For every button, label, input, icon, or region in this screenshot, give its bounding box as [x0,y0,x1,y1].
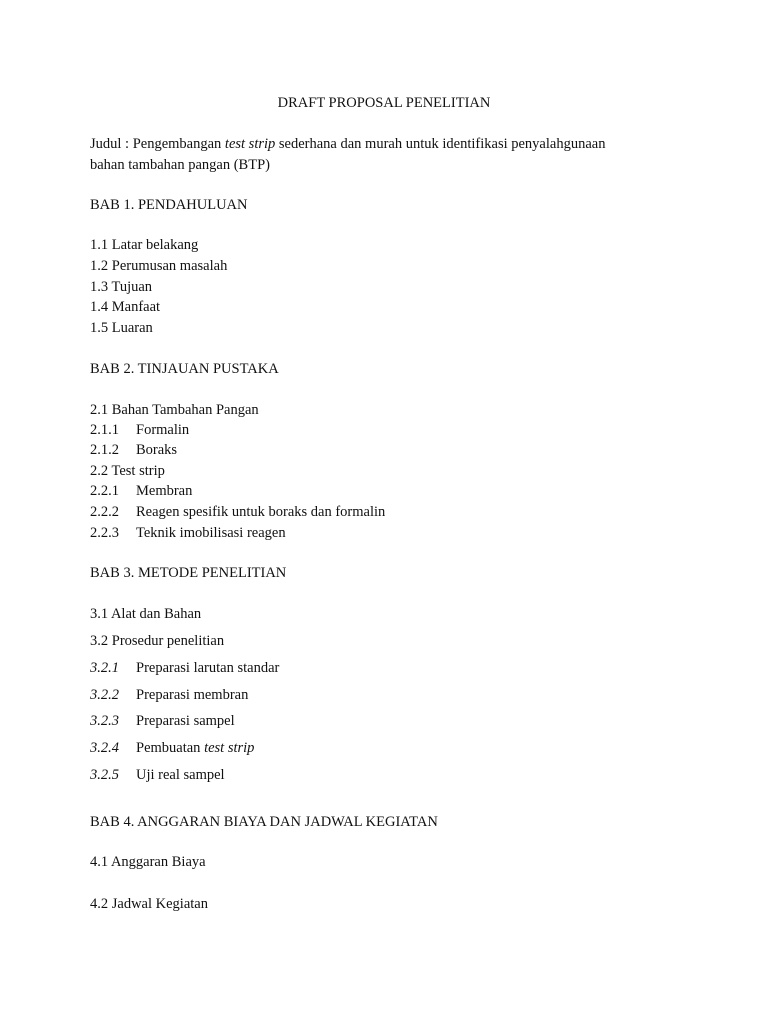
bab1-heading: BAB 1. PENDAHULUAN [90,197,248,213]
page-title: DRAFT PROPOSAL PENELITIAN [277,95,491,111]
bab3-subitem [90,659,279,677]
bab4-heading: BAB 4. ANGGARAN BIAYA DAN JADWAL KEGIATAN [90,814,438,830]
bab3-item: 3.2 Prosedur penelitian [90,633,225,649]
subitem-number: 3.2.2 [90,687,119,703]
bab3-subitem [90,739,254,757]
subitem-number: 2.2.1 [90,483,119,499]
subitem-text: Boraks [136,442,178,458]
bab2-item: 2.2 Test strip [90,463,165,479]
subitem-number: 3.2.1 [90,660,119,676]
subitem-number: 3.2.5 [90,767,119,783]
bab1-item: 1.4 Manfaat [90,299,161,315]
bab3-heading: BAB 3. METODE PENELITIAN [90,565,287,581]
bab3-subitem [90,766,225,784]
bab2-subitem [90,421,189,439]
bab4-item: 4.2 Jadwal Kegiatan [90,896,208,912]
subitem-text: Preparasi sampel [136,713,235,729]
subitem-text: Reagen spesifik untuk boraks dan formalin [136,504,386,520]
subitem-number: 2.1.1 [90,422,119,438]
subitem-number: 2.1.2 [90,442,119,458]
judul-prefix: Judul : Pengembangan [90,136,225,152]
subitem-text: Uji real sampel [136,767,225,783]
subitem-text: Formalin [136,422,190,438]
bab1-item: 1.2 Perumusan masalah [90,258,228,274]
subitem-text: Teknik imobilisasi reagen [136,525,286,541]
bab2-item: 2.1 Bahan Tambahan Pangan [90,402,259,418]
bab2-subitem [90,441,177,459]
bab2-subitem [90,482,192,500]
subitem-number: 3.2.3 [90,713,119,729]
bab4-item: 4.1 Anggaran Biaya [90,854,206,870]
subitem-text: Pembuatan [136,740,205,756]
bab2-subitem [90,524,286,542]
bab1-item: 1.1 Latar belakang [90,237,199,253]
bab2-heading: BAB 2. TINJAUAN PUSTAKA [90,361,279,377]
bab3-item: 3.1 Alat dan Bahan [90,606,202,622]
bab1-item: 1.5 Luaran [90,320,153,336]
bab3-subitem [90,686,248,704]
subitem-italic: test strip [204,740,255,756]
judul-italic: test strip [224,136,276,152]
judul-suffix: sederhana dan murah untuk identifikasi penyalahgunaan [275,136,606,152]
judul-line-2: bahan tambahan pangan (BTP) [90,157,270,173]
bab3-subitem [90,712,235,730]
judul-line-1 [90,135,605,153]
bab1-item: 1.3 Tujuan [90,279,153,295]
subitem-number: 2.2.2 [90,504,119,520]
subitem-text: Preparasi membran [136,687,249,703]
subitem-text: Membran [136,483,193,499]
subitem-number: 3.2.4 [90,740,119,756]
subitem-text: Preparasi larutan standar [136,660,280,676]
bab2-subitem [90,503,385,521]
subitem-number: 2.2.3 [90,525,119,541]
